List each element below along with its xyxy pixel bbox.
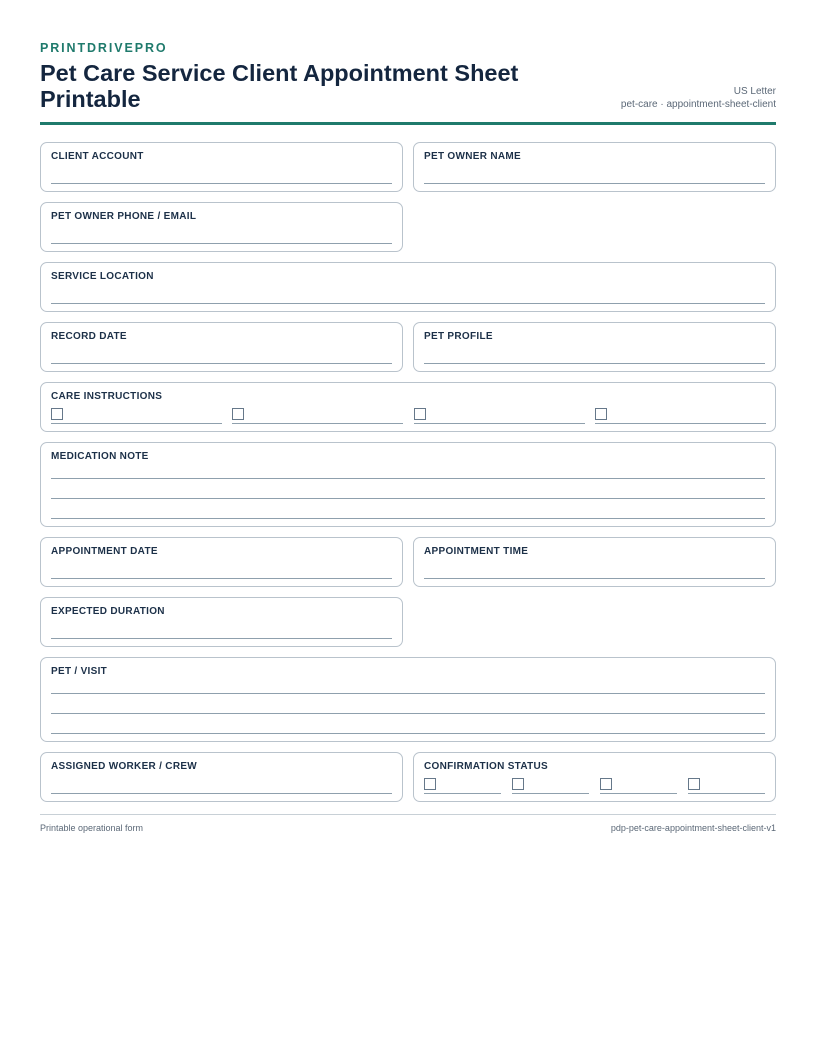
- care-instruction-option-1-line: [51, 423, 222, 424]
- appointment-time-entry-line[interactable]: [424, 578, 765, 579]
- header-rule: [40, 122, 776, 125]
- medication-note-label: MEDICATION NOTE: [51, 451, 149, 462]
- pet-visit-line-1[interactable]: [51, 693, 765, 694]
- care-instructions-field[interactable]: [40, 382, 776, 432]
- confirmation-option-2-line: [512, 793, 589, 794]
- expected-duration-entry-line[interactable]: [51, 638, 392, 639]
- document-tags: pet-care · appointment-sheet-client: [620, 99, 776, 110]
- service-location-label: SERVICE LOCATION: [51, 271, 154, 282]
- confirmation-option-4-line: [688, 793, 765, 794]
- appointment-time-field[interactable]: [413, 537, 776, 587]
- medication-note-line-2[interactable]: [51, 498, 765, 499]
- pet-owner-name-label: PET OWNER NAME: [424, 151, 521, 162]
- care-instruction-option-4-line: [595, 423, 766, 424]
- footer-form-id: pdp-pet-care-appointment-sheet-client-v1: [610, 823, 776, 833]
- assigned-worker-entry-line[interactable]: [51, 793, 392, 794]
- pet-visit-line-3[interactable]: [51, 733, 765, 734]
- page-title: Pet Care Service Client Appointment Sheet Printable: [40, 60, 519, 112]
- checkbox-icon[interactable]: [414, 408, 426, 420]
- footer-rule: [40, 814, 776, 815]
- pet-profile-entry-line[interactable]: [424, 363, 765, 364]
- pet-owner-name-entry-line[interactable]: [424, 183, 765, 184]
- medication-note-field[interactable]: [40, 442, 776, 527]
- confirmation-option-1[interactable]: [424, 778, 501, 794]
- checkbox-icon[interactable]: [600, 778, 612, 790]
- assigned-worker-field[interactable]: [40, 752, 403, 802]
- record-date-entry-line[interactable]: [51, 363, 392, 364]
- care-instructions-label: CARE INSTRUCTIONS: [51, 391, 163, 402]
- checkbox-icon[interactable]: [688, 778, 700, 790]
- checkbox-icon[interactable]: [51, 408, 63, 420]
- client-account-label: CLIENT ACCOUNT: [51, 151, 144, 162]
- confirmation-status-label: CONFIRMATION STATUS: [424, 761, 549, 772]
- pet-owner-name-field[interactable]: [413, 142, 776, 192]
- pet-profile-field[interactable]: [413, 322, 776, 372]
- confirmation-option-3[interactable]: [600, 778, 677, 794]
- confirmation-option-3-line: [600, 793, 677, 794]
- client-account-field[interactable]: [40, 142, 403, 192]
- care-instruction-option-2[interactable]: [232, 408, 403, 424]
- pet-owner-contact-entry-line[interactable]: [51, 243, 392, 244]
- confirmation-option-2[interactable]: [512, 778, 589, 794]
- paper-size-label: US Letter: [733, 86, 776, 97]
- appointment-date-entry-line[interactable]: [51, 578, 392, 579]
- checkbox-icon[interactable]: [595, 408, 607, 420]
- document-meta: [621, 85, 776, 111]
- pet-visit-field[interactable]: [40, 657, 776, 742]
- record-date-label: RECORD DATE: [51, 331, 127, 342]
- confirmation-option-1-line: [424, 793, 501, 794]
- appointment-date-field[interactable]: [40, 537, 403, 587]
- appointment-date-label: APPOINTMENT DATE: [51, 546, 158, 557]
- expected-duration-field[interactable]: [40, 597, 403, 647]
- care-instruction-option-3-line: [414, 423, 585, 424]
- care-instruction-option-2-line: [232, 423, 403, 424]
- expected-duration-label: EXPECTED DURATION: [51, 606, 165, 617]
- pet-visit-line-2[interactable]: [51, 713, 765, 714]
- checkbox-icon[interactable]: [424, 778, 436, 790]
- appointment-time-label: APPOINTMENT TIME: [424, 546, 529, 557]
- service-location-entry-line[interactable]: [51, 303, 765, 304]
- service-location-field[interactable]: [40, 262, 776, 312]
- record-date-field[interactable]: [40, 322, 403, 372]
- confirmation-option-4[interactable]: [688, 778, 765, 794]
- checkbox-icon[interactable]: [512, 778, 524, 790]
- care-instruction-option-3[interactable]: [414, 408, 585, 424]
- pet-owner-contact-label: PET OWNER PHONE / EMAIL: [51, 211, 197, 222]
- brand-name: PRINTDRIVEPRO: [40, 41, 168, 55]
- assigned-worker-label: ASSIGNED WORKER / CREW: [51, 761, 198, 772]
- confirmation-status-field[interactable]: [413, 752, 776, 802]
- pet-profile-label: PET PROFILE: [424, 331, 493, 342]
- medication-note-line-1[interactable]: [51, 478, 765, 479]
- client-account-entry-line[interactable]: [51, 183, 392, 184]
- checkbox-icon[interactable]: [232, 408, 244, 420]
- care-instruction-option-1[interactable]: [51, 408, 222, 424]
- care-instruction-option-4[interactable]: [595, 408, 766, 424]
- medication-note-line-3[interactable]: [51, 518, 765, 519]
- pet-visit-label: PET / VISIT: [51, 666, 108, 677]
- pet-owner-contact-field[interactable]: [40, 202, 403, 252]
- footer-description: Printable operational form: [40, 823, 144, 833]
